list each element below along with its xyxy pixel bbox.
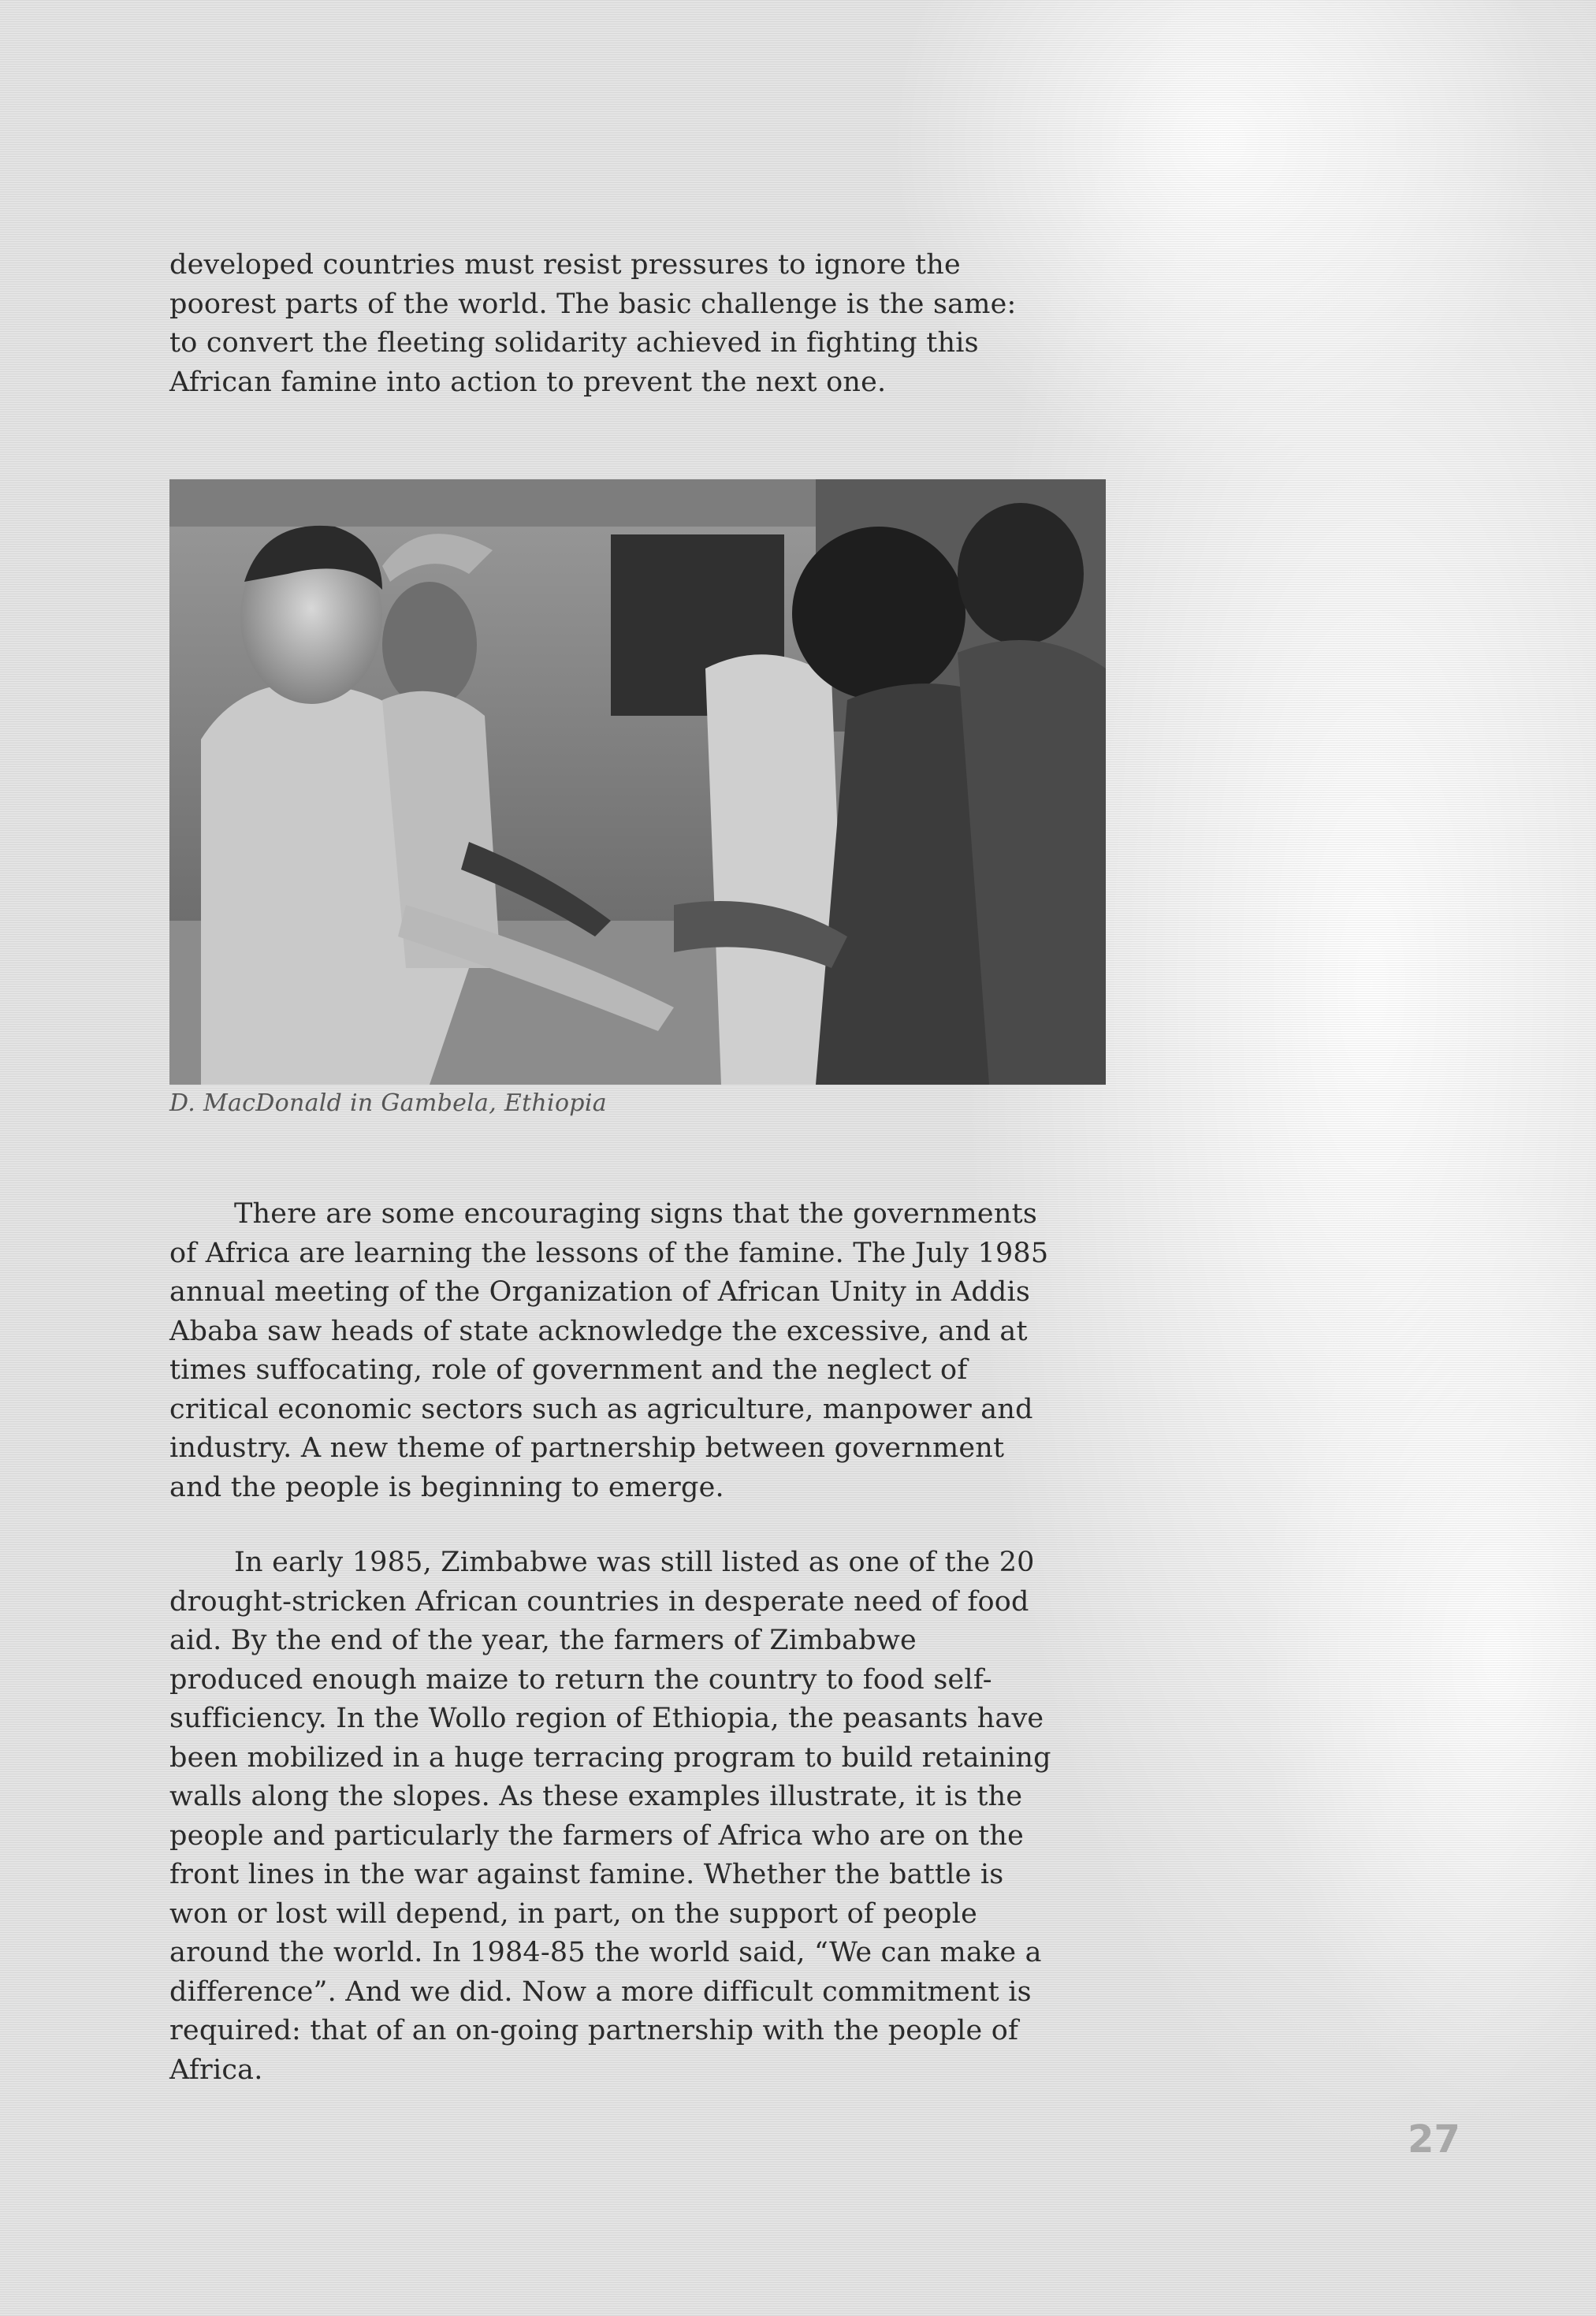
handshake-photo xyxy=(169,479,1106,1085)
intro-paragraph: developed countries must resist pressures to ignore the poorest parts of the world. The basic challenge is the same: to convert the fleeting solidarity achieved in fighting this African famine into action to prevent the next one. xyxy=(169,249,1017,398)
page-number: 27 xyxy=(1408,2117,1460,2161)
paragraph-two: There are some encouraging signs that the governments of Africa are learning the lessons of the famine. The July 1985 annual meeting of the Organization of African Unity in Addis Ababa saw heads of state acknowledge the excessive, and at times suffocating, role of government and the neglect of critical economic sectors such as agriculture, manpower and industry. A new theme of partnership between government and the people is beginning to emerge. xyxy=(169,1198,1049,1503)
photo-caption: D. MacDonald in Gambela, Ethiopia xyxy=(169,1089,607,1117)
photo-image xyxy=(169,479,1106,1085)
paragraph-three: In early 1985, Zimbabwe was still listed as one of the 20 drought-stricken African countries in desperate need of food aid. By the end of the year, the farmers of Zimbabwe produced enough maize to return the country to food self-sufficiency. In the Wollo region of Ethiopia, the peasants have been mobilized in a huge terracing program to build retaining walls along the slopes. As these examples illustrate, it is the people and particularly the farmers of Africa who are on the front lines in the war against famine. Whether the battle is won or lost will depend, in part, on the support of people around the world. In 1984-85 the world said, “We can make a difference”. And we did. Now a more difficult commitment is required: that of an on-going partnership with the people of Africa. xyxy=(169,1547,1051,2086)
